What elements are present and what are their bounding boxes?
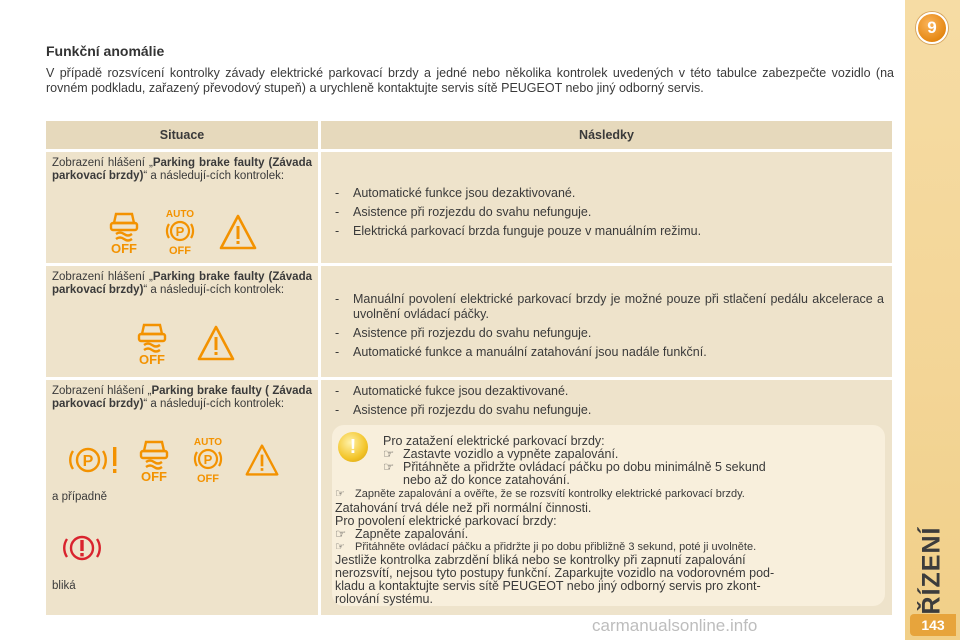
esp-off-icon [134,320,170,371]
table-header-situation: Situace [46,121,318,149]
section-intro: V případě rozsvícení kontrolky závady elektrické parkovací brzdy a jedné nebo několika kontrolek uvedených v této tabulce zabezpečte vozidlo (na rovném podkladu, zařazený převodový stupeň) a urychleně kontaktujte servis sítě PEUGEOT nebo jiný odborný servis. [46,66,894,95]
watermark: carmanualsonline.info [592,616,758,635]
procedure-note-box [332,425,885,606]
note-line: Pro povolení elektrické parkovací brzdy: [335,514,557,528]
table-row-2-situation [46,266,318,377]
note-line: nerozsvítí, nejsou tyto postupy funkční. Zaparkujte vozidlo na vodorovném pod- [335,566,775,580]
note-line: ☞ Přitáhněte a přidržte ovládací páčku po dobu minimálně 5 sekund [383,460,766,474]
parking-brake-fault-icon [66,443,122,482]
table-row-1-situation [46,152,318,263]
consequence-item: - Manuální povolení elektrické parkovací brzdy je možné pouze při stlačení pedálu akcelerace a uvolnění ovládací páčky. [327,292,884,322]
warning-lamps [106,208,276,261]
svg-text:P: P [82,453,94,470]
svg-text:AUTO: AUTO [193,437,223,448]
situation-text: Zobrazení hlášení „Parking brake faulty ( Závada parkovací brzdy)“ a následují-cích kontrolek: [52,385,312,410]
and-possibly-label: a případně [52,491,107,503]
pointing-hand-icon: ☞ [335,488,345,500]
pointing-hand-icon: ☞ [335,541,345,553]
note-line: rolování systému. [335,592,433,606]
chapter-number-badge: 9 [916,12,948,44]
auto-p-off-icon [160,208,200,261]
consequence-item: - Automatické funkce jsou dezaktivované. [327,186,884,201]
warning-triangle-icon [244,442,280,483]
brake-warning-icon [62,531,102,570]
note-line: ☞ Zapněte zapalování. [335,527,469,541]
flashing-label: bliká [52,580,76,592]
pointing-hand-icon: ☞ [335,527,347,541]
svg-text:OFF: OFF [111,241,137,255]
table-row-2-consequences [321,266,892,377]
section-title: Funkční anomálie [46,43,165,59]
pointing-hand-icon: ☞ [383,447,395,461]
svg-text:OFF: OFF [139,352,165,366]
warning-lamps [66,436,298,489]
svg-text:P: P [175,224,185,239]
auto-p-off-icon [188,436,228,489]
consequence-item: - Automatické funkce a manuální zatahování jsou nadále funkční. [327,345,884,360]
chapter-side-tab [905,0,960,640]
svg-text:OFF: OFF [141,469,167,483]
situation-text: Zobrazení hlášení „Parking brake faulty (Závada parkovací brzdy)“ a následují-cích kontrolek: [52,157,312,182]
table-row-1-consequences [321,152,892,263]
pointing-hand-icon: ☞ [383,460,395,474]
warning-lamps [134,320,254,371]
svg-text:OFF: OFF [197,473,219,484]
consequence-item: - Asistence při rozjezdu do svahu nefunguje. [327,403,884,418]
svg-text:OFF: OFF [169,245,191,256]
situation-text: Zobrazení hlášení „Parking brake faulty (Závada parkovací brzdy)“ a následují-cích kontrolek: [52,271,312,296]
note-line: nebo až do konce zatahování. [403,473,570,487]
esp-off-icon [106,209,142,260]
consequence-item: - Asistence při rozjezdu do svahu nefunguje. [327,205,884,220]
esp-off-icon [136,437,172,488]
note-line: Pro zatažení elektrické parkovací brzdy: [383,434,605,448]
table-header-consequences: Následky [321,121,892,149]
note-line: Jestliže kontrolka zabrzdění bliká nebo se kontrolky při zapnutí zapalování [335,553,746,567]
chapter-title: ŘÍZENÍ [917,526,946,615]
consequence-item: - Asistence při rozjezdu do svahu nefunguje. [327,326,884,341]
consequence-item: - Elektrická parkovací brzda funguje pouze v manuálním režimu. [327,224,884,239]
note-line: kladu a kontaktujte servis sítě PEUGEOT nebo jiný odborný servis pro zkont- [335,579,761,593]
svg-text:P: P [203,452,213,467]
note-line: Zatahování trvá déle než při normální činnosti. [335,501,592,515]
info-exclamation-icon: ! [338,432,368,462]
note-line: ☞ Zastavte vozidlo a vypněte zapalování. [383,447,619,461]
note-line: ☞ Přitáhněte ovládací páčku a přidržte ji po dobu přibližně 3 sekund, poté ji uvolněte. [335,541,757,553]
warning-triangle-icon [218,212,258,257]
page-number: 143 [910,614,956,636]
consequence-item: - Automatické fukce jsou dezaktivované. [327,384,884,399]
note-line: ☞ Zapněte zapalování a ověřte, že se rozsvítí kontrolky elektrické parkovací brzdy. [335,488,745,500]
svg-text:AUTO: AUTO [165,209,195,220]
table-row-3-situation [46,380,318,615]
warning-triangle-icon [196,323,236,368]
